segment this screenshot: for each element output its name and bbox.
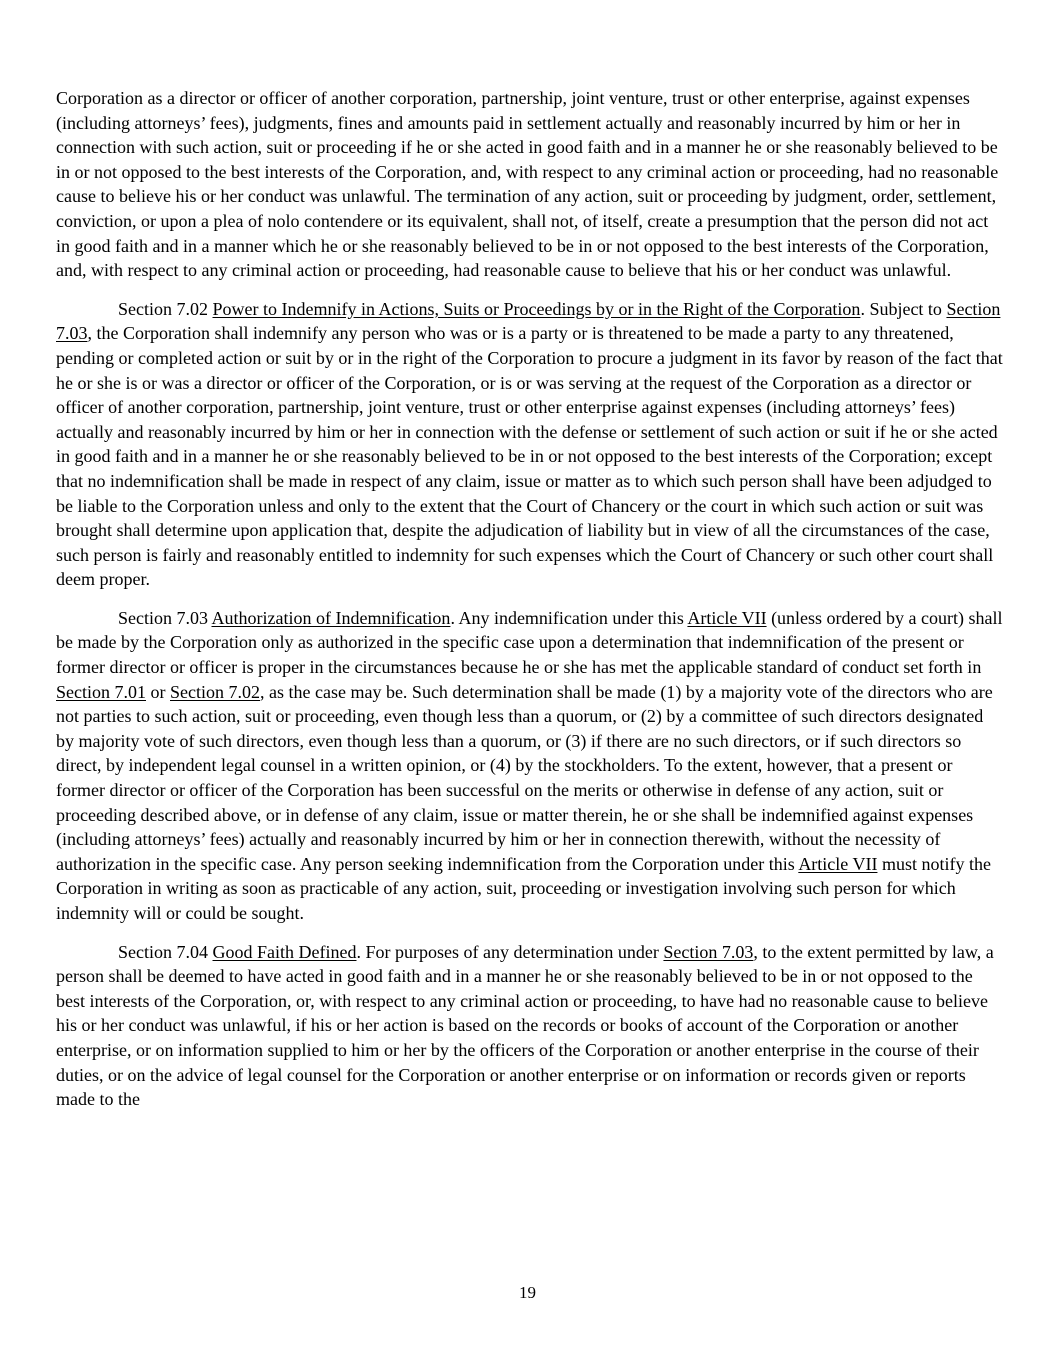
section-text: , the Corporation shall indemnify any person who was or is a party or is threatened to be made a party to any threatened, pending or completed action or suit by or in the right of the Corporation to procure a judgment in its favor by reason of the fact that he or she is or was a director or officer of the Corporation, or is or was serving at the request of the Corporation as a director or officer of another corporation, partnership, joint venture, trust or other enterprise against expenses (including attorneys’ fees) actually and reasonably incurred by him or her in connection with the defense or settlement of such action or suit if he or she acted in good faith and in a manner he or she reasonably believed to be in or not opposed to the best interests of the Corporation; except that no indemnification shall be made in respect of any claim, issue or matter as to which such person shall have been adjudged to be liable to the Corporation unless and only to the extent that the Court of Chancery or the court in which such action or suit was brought shall determine upon application that, despite the adjudication of liability but in view of all the circumstances of the case, such person is fairly and reasonably entitled to indemnity for such expenses which the Court of Chancery or such other court shall deem proper.	[56, 323, 1003, 590]
section-text: or	[146, 681, 170, 702]
document-body	[56, 86, 1004, 1126]
section-text: , to the extent permitted by law, a person shall be deemed to have acted in good faith and in a manner he or she reasonably believed to be in or not opposed to the best interests of the Corporation, or, with respect to any criminal action or proceeding, to have had no reasonable cause to believe his or her conduct was unlawful, if his or her action is based on the records or books of account of the Corporation or another enterprise, or on information supplied to him or her by the officers of the Corporation or another enterprise in the course of their duties, or on the advice of legal counsel for the Corporation or another enterprise or on information or records given or reports made to the	[56, 941, 994, 1110]
section-text: must notify the Corporation in writing as soon as practicable of any action, suit, proceeding or investigation involving such person for which indemnity will or could be sought.	[56, 853, 991, 923]
section-number: Section 7.04	[118, 941, 213, 962]
cross-reference-link[interactable]: Section 7.01	[56, 681, 146, 702]
section-7-02	[56, 297, 1004, 592]
cross-reference-link[interactable]: Section 7.02	[170, 681, 260, 702]
section-7-03	[56, 606, 1004, 926]
section-number: Section 7.03	[118, 607, 212, 628]
section-text: . For purposes of any determination under	[356, 941, 664, 962]
section-text: . Any indemnification under this	[450, 607, 688, 628]
section-title: Authorization of Indemnification	[211, 607, 451, 628]
paragraph-text: Corporation as a director or officer of another corporation, partnership, joint venture, trust or other enterprise, against expenses (including attorneys’ fees), judgments, fines and amounts paid in settlement actually and reasonably incurred by him or her in connection with such action, suit or proceeding if he or she acted in good faith and in a manner he or she reasonably believed to be in or not opposed to the best interests of the Corporation, and, with respect to any criminal action or proceeding, had no reasonable cause to believe his or her conduct was unlawful. The termination of any action, suit or proceeding by judgment, order, settlement, conviction, or upon a plea of nolo contendere or its equivalent, shall not, of itself, create a presumption that the person did not act in good faith and in a manner which he or she reasonably believed to be in or not opposed to the best interests of the Corporation, and, with respect to any criminal action or proceeding, had reasonable cause to believe that his or her conduct was unlawful.	[56, 88, 999, 281]
section-title: Good Faith Defined	[212, 941, 357, 962]
cross-reference-link[interactable]: Section 7.03	[663, 941, 754, 962]
page-number: 19	[519, 1283, 536, 1302]
section-7-04	[56, 940, 1004, 1112]
section-text: . Subject to	[860, 298, 947, 319]
paragraph-continuation	[56, 86, 1004, 283]
section-text: , as the case may be. Such determination shall be made (1) by a majority vote of the directors who are not parties to such action, suit or proceeding, even though less than a quorum, or (2) by a committee of such directors designated by majority vote of such directors, even though less than a quorum, or (3) if there are no such directors, or if such directors so direct, by independent legal counsel in a written opinion, or (4) by the stockholders. To the extent, however, that a present or former director or officer of the Corporation has been successful on the merits or otherwise in defense of any action, suit or proceeding described above, or in defense of any claim, issue or matter therein, he or she shall be indemnified against expenses (including attorneys’ fees) actually and reasonably incurred by him or her in connection therewith, without the necessity of authorization in the specific case. Any person seeking indemnification from the Corporation under this	[56, 681, 993, 874]
section-title: Power to Indemnify in Actions, Suits or Proceedings by or in the Right of the Corporation	[212, 298, 861, 319]
cross-reference-link[interactable]: Section 7.03	[56, 298, 1001, 344]
cross-reference-link[interactable]: Article VII	[687, 607, 767, 628]
cross-reference-link[interactable]: Article VII	[798, 853, 878, 874]
section-number: Section 7.02	[118, 298, 213, 319]
section-text: (unless ordered by a court) shall be made by the Corporation only as authorized in the specific case upon a determination that indemnification of the present or former director or officer is proper in the circumstances because he or she has met the applicable standard of conduct set forth in	[56, 607, 1003, 678]
